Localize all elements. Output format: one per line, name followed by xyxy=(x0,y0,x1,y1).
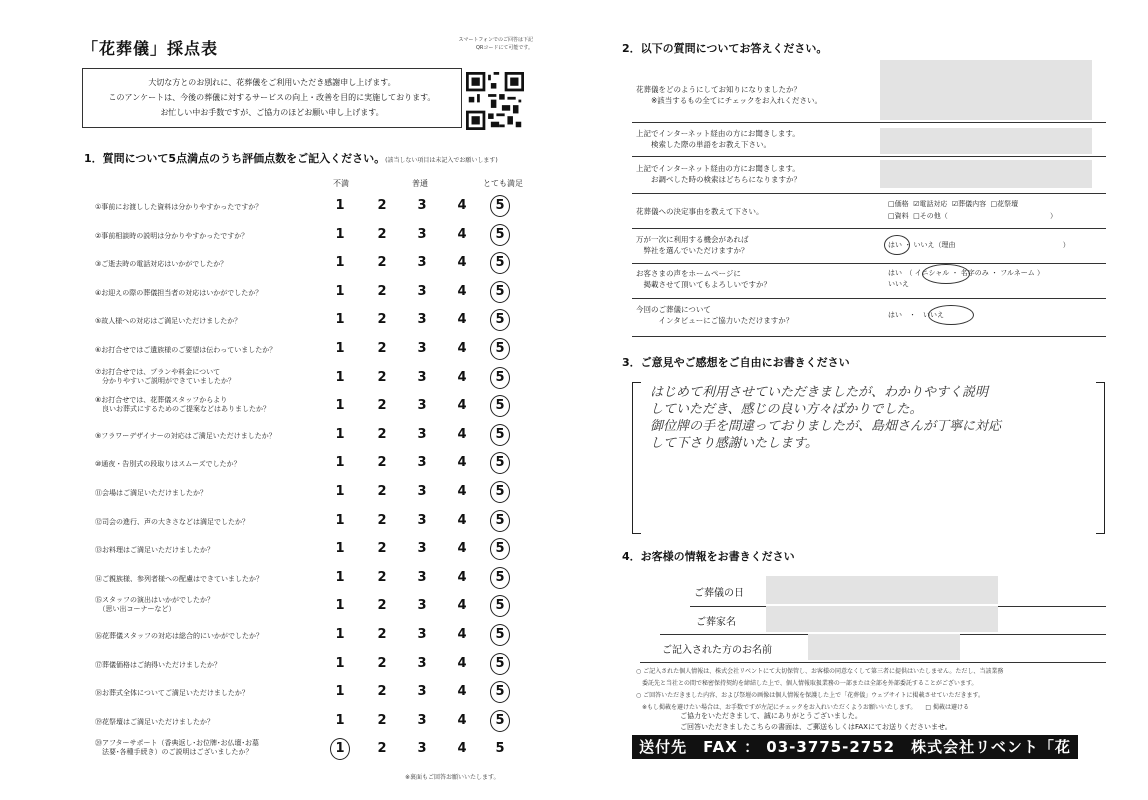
redacted-writer xyxy=(808,634,960,660)
question-row xyxy=(0,368,540,390)
redacted-answer xyxy=(880,160,1092,188)
score-option[interactable]: 3 xyxy=(417,627,427,642)
scale-low-label: 不満 xyxy=(333,179,349,188)
question-row xyxy=(0,482,540,504)
score-option[interactable]: 3 xyxy=(417,569,427,585)
selected-score-circle xyxy=(490,595,510,617)
reason-options-row1 xyxy=(888,199,1018,210)
score-option[interactable]: 5 xyxy=(495,741,505,757)
selected-score-circle xyxy=(490,224,510,246)
score-option[interactable]: 2 xyxy=(377,627,387,642)
score-option[interactable]: 2 xyxy=(377,255,387,271)
selected-score-circle xyxy=(490,367,510,389)
intro-line: 大切な方とのお別れに、花葬儀をご利用いただき感謝申し上げます。 xyxy=(148,78,396,87)
score-option[interactable]: 4 xyxy=(457,369,467,385)
score-option[interactable]: 1 xyxy=(335,312,345,328)
score-option[interactable]: 1 xyxy=(335,512,345,528)
info-label-date: ご葬儀の日 xyxy=(694,588,744,599)
hand-circle-yes xyxy=(884,235,910,255)
score-option[interactable]: 4 xyxy=(457,655,467,671)
score-option[interactable]: 1 xyxy=(335,712,345,728)
question-text: ⑤故人様への対応はご満足いただけましたか？ xyxy=(95,317,242,326)
score-option[interactable]: 2 xyxy=(377,455,387,471)
q2-keyword xyxy=(636,128,800,150)
divider xyxy=(632,263,1106,264)
score-option[interactable]: 1 xyxy=(335,741,345,757)
qr-code-icon xyxy=(466,72,524,130)
q2-reason xyxy=(636,206,764,217)
score-option[interactable]: 4 xyxy=(457,627,467,642)
score-option[interactable]: 3 xyxy=(417,255,427,271)
score-option[interactable]: 1 xyxy=(335,283,345,299)
divider xyxy=(632,122,1106,123)
redacted-answer xyxy=(880,128,1092,154)
selected-score-circle xyxy=(490,481,510,503)
score-option[interactable]: 1 xyxy=(335,484,345,499)
scale-high-label: とても満足 xyxy=(483,179,523,188)
q2-publish xyxy=(636,268,771,290)
score-option[interactable]: 4 xyxy=(457,684,467,700)
selected-score-circle xyxy=(490,338,510,360)
question-text: ①事前にお渡しした資料は分かりやすかったですか？ xyxy=(95,203,263,211)
score-option[interactable]: 5 xyxy=(495,655,505,671)
comment-line: 御位牌の手を間違っておりましたが、島畑さんが丁寧に対応 xyxy=(650,419,1002,434)
question-row xyxy=(0,339,540,361)
selected-score-circle xyxy=(490,710,510,732)
selected-score-circle xyxy=(490,681,510,703)
section-4-title: 4．お客様の情報をお書きください xyxy=(622,550,795,563)
score-option[interactable]: 5 xyxy=(495,398,505,414)
thanks-line: ご協力をいただきまして、誠にありがとうございました。 xyxy=(680,712,862,720)
score-option[interactable]: 5 xyxy=(495,512,505,528)
score-option[interactable]: 1 xyxy=(335,369,345,385)
question-text: ⑧お打合せでは、花葬儀スタッフからより 良いお葬式にするためのご提案などはありましたか？ xyxy=(95,396,270,414)
score-option[interactable]: 4 xyxy=(457,712,467,728)
score-option[interactable]: 5 xyxy=(495,198,505,213)
option-content[interactable]: ☑葬儀内容 xyxy=(951,200,987,208)
score-option[interactable]: 1 xyxy=(335,255,345,271)
score-option[interactable]: 2 xyxy=(377,484,387,499)
score-option[interactable]: 3 xyxy=(417,398,427,414)
score-option[interactable]: 4 xyxy=(457,426,467,442)
comment-line: はじめて利用させていただきましたが、わかりやすく説明 xyxy=(650,385,989,400)
score-option[interactable]: 1 xyxy=(335,541,345,557)
hand-circle-initial xyxy=(922,264,970,284)
section-1-heading xyxy=(84,150,498,166)
score-option[interactable]: 3 xyxy=(417,369,427,385)
divider xyxy=(640,662,1106,663)
selected-score-circle xyxy=(490,424,510,446)
question-row xyxy=(0,310,540,332)
score-option[interactable]: 3 xyxy=(417,684,427,700)
divider xyxy=(632,228,1106,229)
privacy-notice xyxy=(636,666,1003,714)
question-row xyxy=(0,539,540,561)
score-option[interactable]: 1 xyxy=(335,598,345,614)
thanks-message xyxy=(680,711,952,733)
selected-score-circle xyxy=(490,195,510,217)
comment-text xyxy=(650,384,1090,452)
score-option[interactable]: 5 xyxy=(495,312,505,328)
divider xyxy=(632,298,1106,299)
footnote: ※裏面もご回答お願いいたします。 xyxy=(405,774,500,781)
score-option[interactable]: 5 xyxy=(495,283,505,299)
score-option[interactable]: 5 xyxy=(495,627,505,642)
selected-score-circle xyxy=(490,452,510,474)
question-text: ⑦お打合せでは、プランや料金について 分かりやすいご説明ができていましたか？ xyxy=(95,367,235,385)
question-text: ②事前相談時の説明は分かりやすかったですか？ xyxy=(95,231,249,240)
score-option[interactable]: 1 xyxy=(335,226,345,242)
question-row xyxy=(0,568,540,590)
score-option[interactable]: 5 xyxy=(495,541,505,557)
info-label-family: ご葬家名 xyxy=(696,617,736,628)
question-text: ⑫司会の進行、声の大きさなどは満足でしたか？ xyxy=(95,517,249,526)
intro-line: お忙しい中お手数ですが、ご協力のほどお願い申し上げます。 xyxy=(160,108,384,117)
selected-score-circle xyxy=(490,538,510,560)
q2-publish-line: お客さまの声をホームページに 掲載させて頂いてもよろしいですか？ xyxy=(636,269,771,289)
q2-reuse xyxy=(636,234,749,256)
score-option[interactable]: 1 xyxy=(335,627,345,642)
score-option[interactable]: 3 xyxy=(417,512,427,528)
score-option[interactable]: 2 xyxy=(377,541,387,557)
question-row xyxy=(0,282,540,304)
question-row xyxy=(0,739,540,761)
question-text: ⑥お打合せではご遺族様のご要望は伝わっていましたか？ xyxy=(95,346,277,354)
score-option[interactable]: 2 xyxy=(377,569,387,585)
score-option[interactable]: 5 xyxy=(495,484,505,499)
score-option[interactable]: 5 xyxy=(495,426,505,442)
score-option[interactable]: 5 xyxy=(495,684,505,700)
option-other[interactable]: □その他（ xyxy=(913,212,948,220)
reuse-close: ） xyxy=(1062,241,1070,249)
score-option[interactable]: 3 xyxy=(417,198,427,213)
privacy-line: ※もし掲載を避けたい場合は、お手数ですが左記にチェックをお入れいただくようお願いいたします。 □ 掲載は避ける xyxy=(636,704,969,711)
question-row xyxy=(0,425,540,447)
score-option[interactable]: 5 xyxy=(495,598,505,614)
question-row xyxy=(0,253,540,275)
option-material[interactable]: □資料 xyxy=(888,212,909,220)
comment-line: して下さり感謝いたします。 xyxy=(650,436,818,451)
question-row xyxy=(0,711,540,733)
score-option[interactable]: 1 xyxy=(335,341,345,356)
score-option[interactable]: 4 xyxy=(457,598,467,614)
score-option[interactable]: 1 xyxy=(335,684,345,700)
privacy-line: ○ ご回答いただきました内容、および祭壇の画像は個人情報を保護した上で「花葬儀」ウェブサイトに掲載させていただきます。 xyxy=(636,692,985,699)
q2-interview-line: 今回のご葬儀について インタビューにご協力いただけますか？ xyxy=(636,305,794,325)
question-text: ⑳アフターサポート（香典返し･お位牌･お仏壇･お墓 法要･各種手続き）のご説明はございましたか？ xyxy=(95,739,260,757)
selected-score-circle xyxy=(490,395,510,417)
option-price[interactable]: □価格 xyxy=(888,200,909,208)
score-option[interactable]: 5 xyxy=(495,712,505,728)
score-option[interactable]: 5 xyxy=(495,341,505,356)
score-option[interactable]: 2 xyxy=(377,283,387,299)
score-option[interactable]: 4 xyxy=(457,312,467,328)
privacy-line: 委託先と当社との間で秘密保持契約を締結した上で、個人情報取扱業務の一部または全部を外部委託することがございます。 xyxy=(636,680,978,687)
reuse-options[interactable]: はい ・ いいえ（理由 xyxy=(888,241,956,249)
score-option[interactable]: 4 xyxy=(457,398,467,414)
score-option[interactable]: 4 xyxy=(457,541,467,557)
question-text: ③ご逝去時の電話対応はいかがでしたか？ xyxy=(95,260,228,269)
question-row xyxy=(0,596,540,618)
selected-score-circle xyxy=(490,252,510,274)
score-option[interactable]: 3 xyxy=(417,712,427,728)
score-option[interactable]: 5 xyxy=(495,255,505,271)
reason-options-row2 xyxy=(888,211,1057,222)
hand-circle-no xyxy=(928,305,974,325)
score-option[interactable]: 2 xyxy=(377,712,387,728)
score-option[interactable]: 5 xyxy=(495,569,505,585)
question-text: ⑪会場はご満足いただけましたか？ xyxy=(95,489,207,497)
question-text: ④お迎えの際の葬儀担当者の対応はいかがでしたか？ xyxy=(95,288,263,297)
info-label-writer: ご記入された方のお名前 xyxy=(662,645,772,656)
score-option[interactable]: 2 xyxy=(377,741,387,757)
redacted-family xyxy=(766,606,998,632)
score-option[interactable]: 2 xyxy=(377,226,387,242)
score-option[interactable]: 4 xyxy=(457,341,467,356)
publish-no[interactable]: いいえ xyxy=(888,280,909,288)
score-option[interactable]: 1 xyxy=(335,455,345,471)
question-text: ⑭ご親族様、参列者様への配慮はできていましたか？ xyxy=(95,574,263,583)
score-option[interactable]: 5 xyxy=(495,226,505,242)
score-option[interactable]: 2 xyxy=(377,312,387,328)
option-other-close: ） xyxy=(1049,212,1057,220)
selected-score-circle xyxy=(490,567,510,589)
question-text: ⑲花祭壇はご満足いただけましたか？ xyxy=(95,717,214,726)
redacted-answer xyxy=(880,60,1092,120)
score-option[interactable]: 2 xyxy=(377,655,387,671)
score-option[interactable]: 1 xyxy=(335,198,345,213)
qr-note: スマートフォンでのご回答は下記QRコードにて可能です。 xyxy=(458,37,533,51)
score-option[interactable]: 3 xyxy=(417,283,427,299)
question-row xyxy=(0,196,540,218)
score-option[interactable]: 4 xyxy=(457,741,467,757)
question-row xyxy=(0,396,540,418)
score-option[interactable]: 3 xyxy=(417,312,427,328)
q2-reason-line: 花葬儀への決定事由を教えて下さい。 xyxy=(636,207,764,216)
q2-source xyxy=(636,84,822,106)
question-text: ⑮スタッフの演出はいかがでしたか？ （思い出コーナーなど） xyxy=(95,596,214,614)
score-option[interactable]: 2 xyxy=(377,198,387,213)
score-option[interactable]: 3 xyxy=(417,455,427,471)
score-option[interactable]: 4 xyxy=(457,455,467,471)
score-option[interactable]: 3 xyxy=(417,655,427,671)
question-text: ⑱お葬式全体についてご満足いただけましたか？ xyxy=(95,689,249,698)
q2-source-line: 花葬儀をどのようにしてお知りになりましたか？ ※該当するもの全てにチェックをお入れください。 xyxy=(636,85,823,105)
score-option[interactable]: 1 xyxy=(335,655,345,671)
question-text: ⑩通夜・告別式の段取りはスムーズでしたか？ xyxy=(95,460,241,469)
selected-score-circle xyxy=(490,653,510,675)
question-text: ⑰葬儀価格はご納得いただけましたか？ xyxy=(95,660,221,669)
score-option[interactable]: 1 xyxy=(335,426,345,442)
section-1-title: 1．質問について5点満点のうち評価点数をご記入ください。 xyxy=(84,152,386,165)
selected-score-circle xyxy=(330,738,350,760)
score-option[interactable]: 2 xyxy=(377,398,387,414)
page-title: 「花葬儀」採点表 xyxy=(82,39,219,58)
score-option[interactable]: 1 xyxy=(335,398,345,414)
q2-search-engine-line: 上記でインターネット経由の方にお聞きします。 お調べした時の検索はどちらになりますか？ xyxy=(636,164,801,184)
q2-reuse-line: 万が一次に利用する機会があれば 弊社を選んでいただけますか？ xyxy=(636,235,749,255)
score-option[interactable]: 4 xyxy=(457,226,467,242)
score-option[interactable]: 1 xyxy=(335,569,345,585)
score-option[interactable]: 2 xyxy=(377,369,387,385)
question-row xyxy=(0,511,540,533)
score-option[interactable]: 4 xyxy=(457,255,467,271)
score-option[interactable]: 3 xyxy=(417,484,427,499)
score-option[interactable]: 3 xyxy=(417,598,427,614)
score-option[interactable]: 4 xyxy=(457,283,467,299)
score-option[interactable]: 4 xyxy=(457,484,467,499)
thanks-line: ご回答いただきましたこちらの書面は、ご郵送もしくはFAXにてお送りくださいませ。 xyxy=(680,723,952,731)
divider xyxy=(632,156,1106,157)
question-text: ⑨フラワーデザイナーの対応はご満足いただけましたか？ xyxy=(95,431,276,440)
question-row xyxy=(0,225,540,247)
selected-score-circle xyxy=(490,309,510,331)
selected-score-circle xyxy=(490,624,510,646)
question-row xyxy=(0,654,540,676)
option-altar[interactable]: □花祭壇 xyxy=(990,200,1019,208)
score-option[interactable]: 3 xyxy=(417,741,427,757)
scale-mid-label: 普通 xyxy=(412,179,428,188)
question-text: ⑬お料理はご満足いただけましたか？ xyxy=(95,546,214,555)
score-option[interactable]: 4 xyxy=(457,569,467,585)
intro-line: このアンケートは、今後の葬儀に対するサービスの向上・改善を目的に実施しております。 xyxy=(108,93,436,102)
q2-interview xyxy=(636,304,793,326)
score-option[interactable]: 2 xyxy=(377,341,387,356)
score-option[interactable]: 5 xyxy=(495,455,505,471)
selected-score-circle xyxy=(490,281,510,303)
score-option[interactable]: 3 xyxy=(417,226,427,242)
comment-bracket-right xyxy=(1096,382,1105,534)
score-option[interactable]: 3 xyxy=(417,341,427,356)
fax-footer: 送付先 FAX ： 03-3775-2752 株式会社リベント「花葬儀」 xyxy=(632,735,1078,759)
option-phone[interactable]: ☑電話対応 xyxy=(913,200,948,208)
question-text: ⑯花葬儀スタッフの対応は総合的にいかがでしたか？ xyxy=(95,632,263,640)
comment-bracket-left xyxy=(632,382,641,534)
divider xyxy=(632,336,1106,337)
comment-line: していただき、感じの良い方々ばかりでした。 xyxy=(650,402,923,417)
question-row xyxy=(0,682,540,704)
score-option[interactable]: 5 xyxy=(495,369,505,385)
question-row xyxy=(0,453,540,475)
section-3-title: 3．ご意見やご感想をご自由にお書きください xyxy=(622,356,850,369)
q2-search-engine xyxy=(636,163,801,185)
score-option[interactable]: 2 xyxy=(377,684,387,700)
section-1-note: (該当しない項目は未記入でお願いします) xyxy=(385,157,498,164)
reuse-answer xyxy=(888,240,1070,251)
divider xyxy=(632,193,1106,194)
score-option[interactable]: 4 xyxy=(457,512,467,528)
selected-score-circle xyxy=(490,510,510,532)
privacy-line: ○ ご記入された個人情報は、株式会社リベントにて大切保管し、お客様の同意なくして第三者に提供はいたしません。ただし、当該業務 xyxy=(636,668,1004,675)
intro-box xyxy=(82,68,462,128)
interview-answer[interactable]: はい ・ いいえ xyxy=(888,311,944,319)
score-option[interactable]: 3 xyxy=(417,426,427,442)
section-2-title: 2．以下の質問についてお答えください。 xyxy=(622,42,828,55)
question-row xyxy=(0,625,540,647)
q2-keyword-line: 上記でインターネット経由の方にお聞きします。 検索した際の単語をお教え下さい。 xyxy=(636,129,800,149)
score-option[interactable]: 2 xyxy=(377,598,387,614)
redacted-date xyxy=(766,576,998,604)
score-option[interactable]: 2 xyxy=(377,426,387,442)
score-option[interactable]: 4 xyxy=(457,198,467,213)
score-option[interactable]: 3 xyxy=(417,541,427,557)
publish-options[interactable]: はい （ イニシャル ・ 名字のみ ・ フルネーム ） xyxy=(888,269,1044,277)
score-option[interactable]: 2 xyxy=(377,512,387,528)
